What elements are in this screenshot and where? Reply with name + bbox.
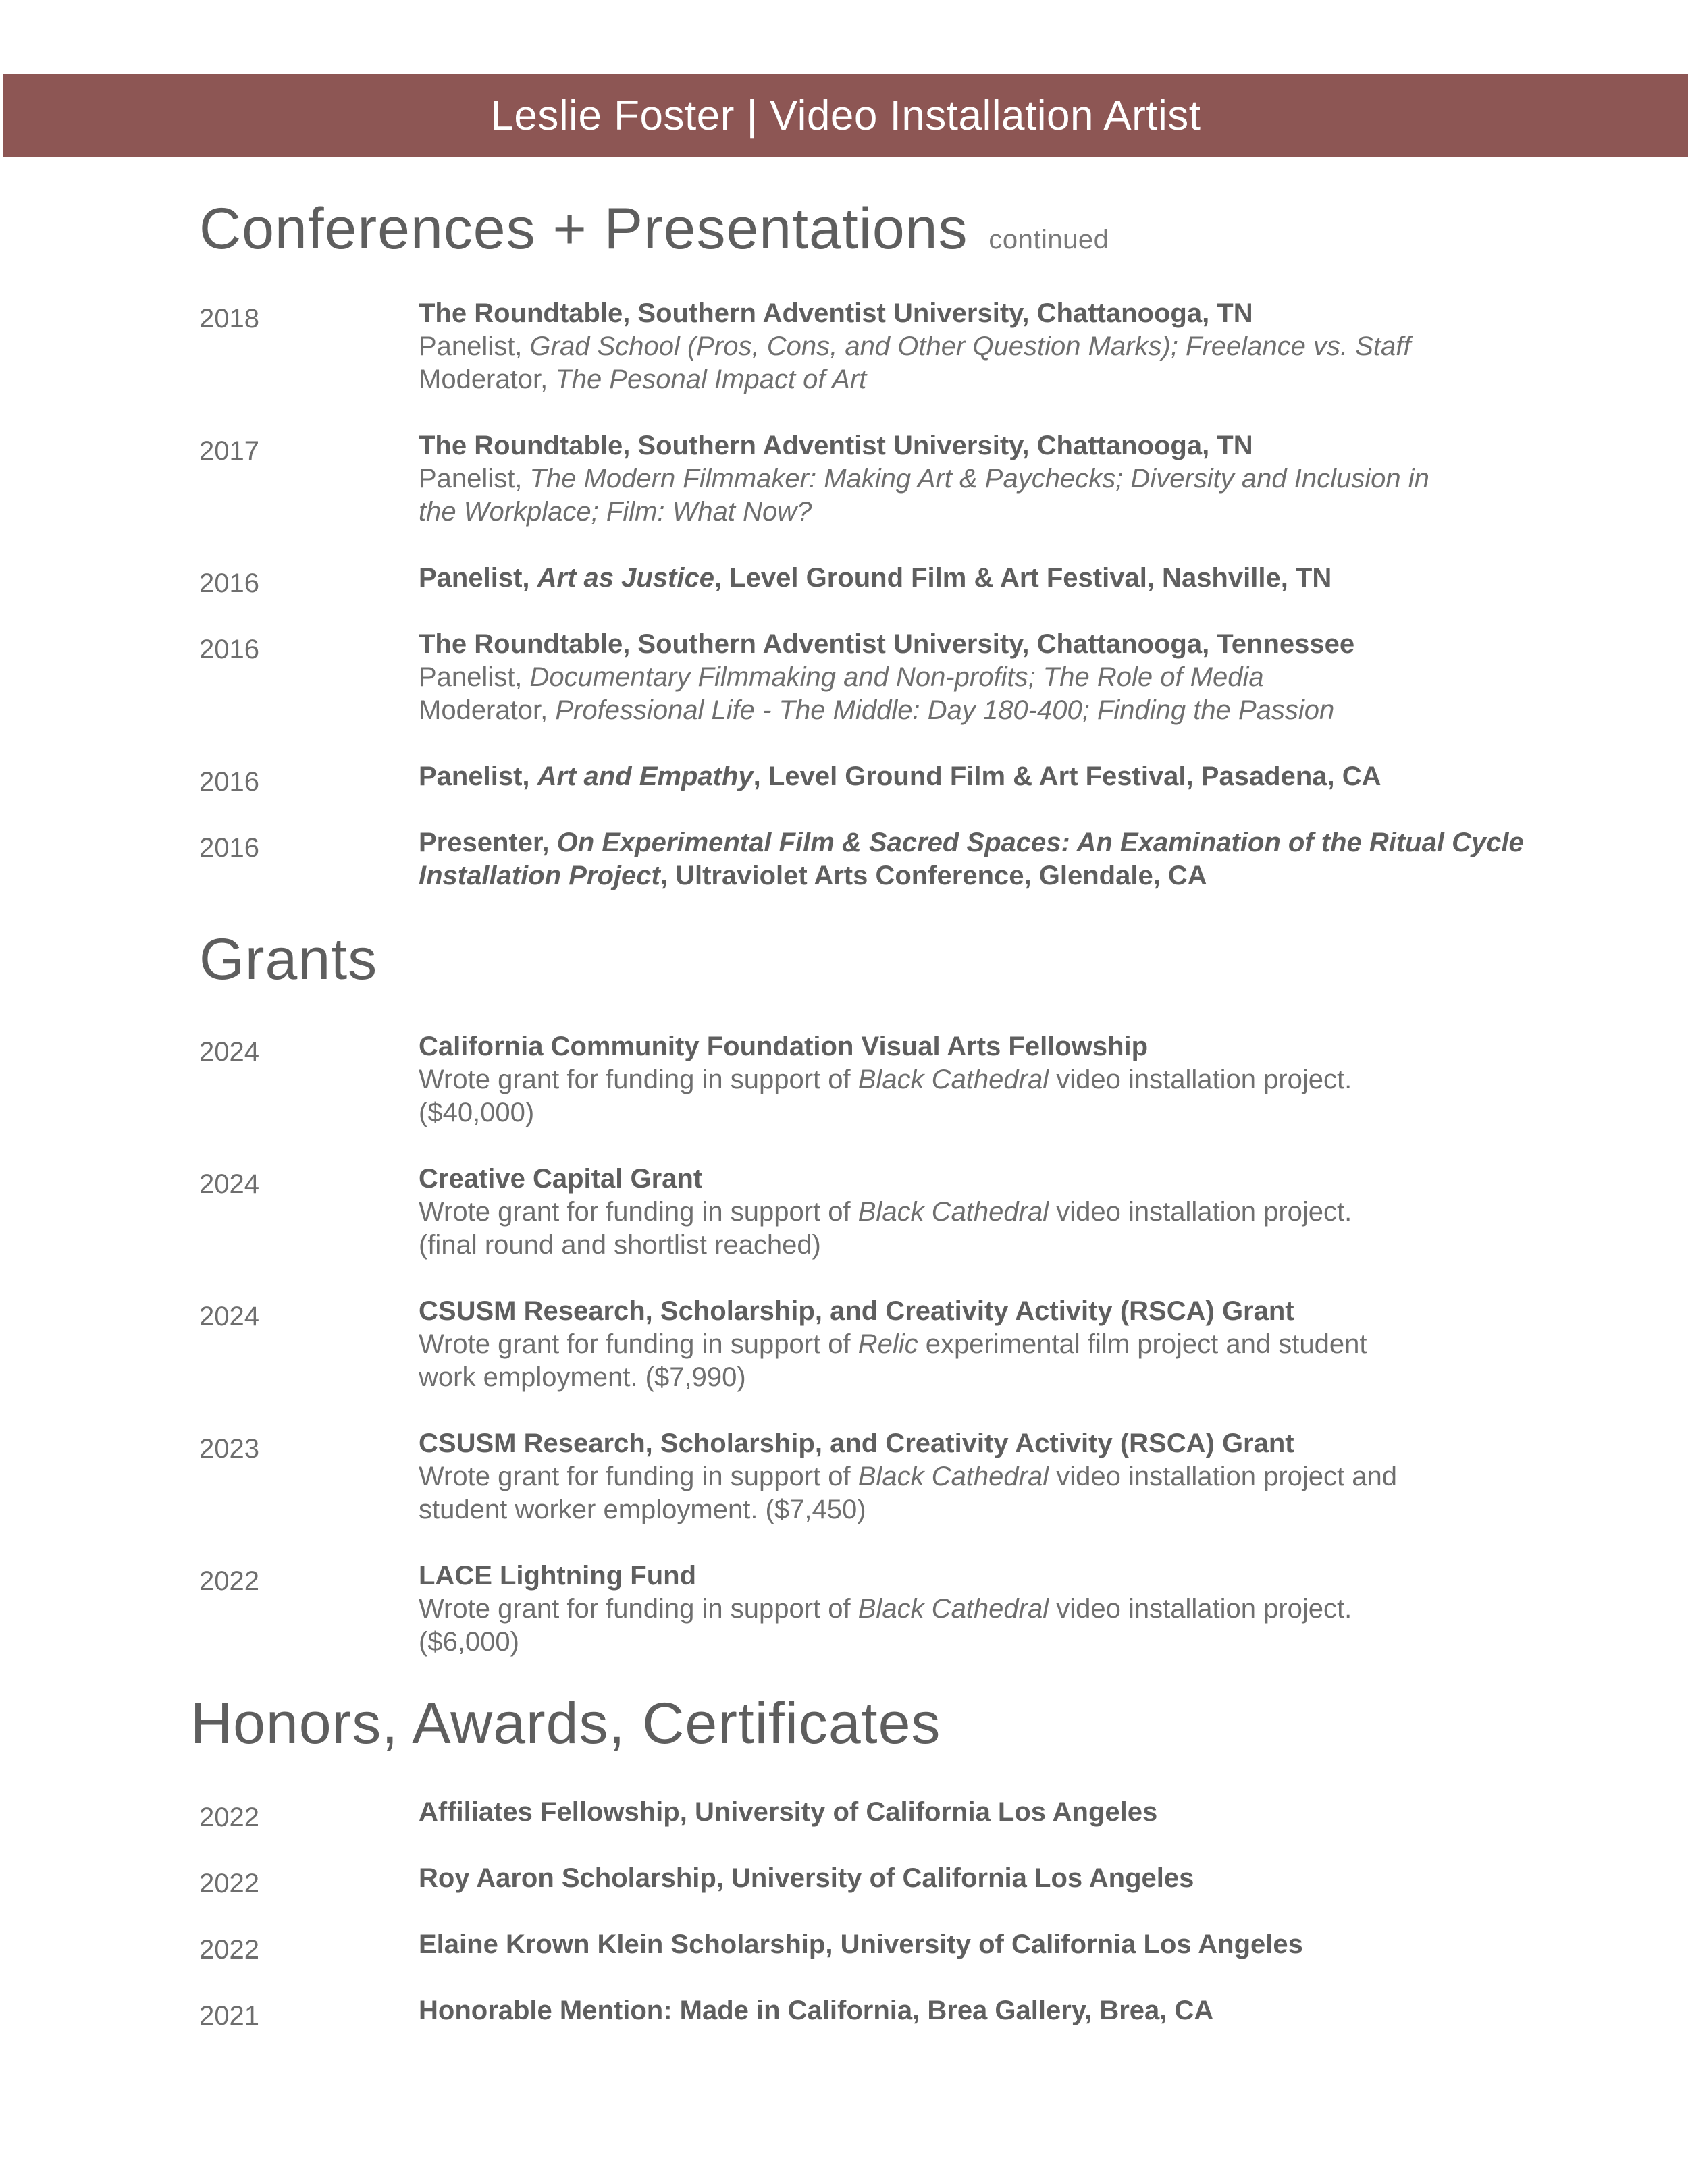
project-title: Black Cathedral: [858, 1462, 1049, 1491]
topic-text: the Workplace; Film: What Now?: [419, 497, 812, 527]
description-text: Wrote grant for funding in support of: [419, 1329, 858, 1359]
entry-title: [419, 562, 1553, 595]
header-banner: [3, 74, 1688, 157]
entry-body: [419, 826, 1553, 893]
entry-detail: [419, 330, 1553, 363]
entry-year: 2023: [199, 1434, 259, 1464]
grant-description: [419, 1460, 1553, 1493]
grant-description: [419, 1593, 1553, 1626]
grant-name: LACE Lightning Fund: [419, 1561, 696, 1591]
grant-name: CSUSM Research, Scholarship, and Creativity Activity (RSCA) Grant: [419, 1296, 1294, 1326]
topic-text: Installation Project: [419, 861, 660, 890]
description-text: Wrote grant for funding in support of: [419, 1197, 858, 1227]
entry-year: 2024: [199, 1169, 259, 1199]
description-text: video installation project and: [1049, 1462, 1398, 1491]
entry-body: [419, 1163, 1553, 1262]
entry-title: The Roundtable, Southern Adventist University, Chattanooga, Tennessee: [419, 629, 1355, 659]
project-title: Black Cathedral: [858, 1065, 1049, 1094]
description-text: Wrote grant for funding in support of: [419, 1462, 858, 1491]
grant-description: [419, 1328, 1553, 1361]
role-label: Panelist,: [419, 464, 530, 494]
entry-body: [419, 562, 1553, 595]
project-title: Relic: [858, 1329, 918, 1359]
project-title: Black Cathedral: [858, 1594, 1049, 1624]
topic-text: Grad School (Pros, Cons, and Other Question Marks); Freelance vs. Staff: [529, 331, 1411, 361]
grant-amount: ($6,000): [419, 1627, 519, 1657]
entry-body: [419, 1862, 1553, 1895]
topic-text: The Pesonal Impact of Art: [555, 365, 867, 394]
entry-body: [419, 1030, 1553, 1129]
honor-name: Roy Aaron Scholarship, University of California Los Angeles: [419, 1863, 1194, 1893]
role-label: Panelist,: [419, 563, 537, 593]
entry-body: [419, 1928, 1553, 1961]
description-text: video installation project.: [1049, 1594, 1352, 1624]
topic-text: Art and Empathy: [537, 762, 754, 791]
entry-year: 2022: [199, 1566, 259, 1596]
entry-detail: [419, 694, 1553, 727]
entry-detail: [419, 462, 1553, 496]
grant-name: California Community Foundation Visual Arts Fellowship: [419, 1032, 1149, 1061]
entry-body: [419, 760, 1553, 793]
entry-body: [419, 1796, 1553, 1829]
description-text: experimental film project and student: [918, 1329, 1367, 1359]
entry-year: 2024: [199, 1037, 259, 1067]
project-title: Black Cathedral: [858, 1197, 1049, 1227]
event-text: , Level Ground Film & Art Festival, Nashville, TN: [714, 563, 1332, 593]
grant-amount: work employment. ($7,990): [419, 1362, 746, 1392]
event-text: , Ultraviolet Arts Conference, Glendale, CA: [660, 861, 1207, 890]
event-text: , Level Ground Film & Art Festival, Pasadena, CA: [753, 762, 1381, 791]
topic-text: On Experimental Film & Sacred Spaces: An Examination of the Ritual Cycle: [556, 828, 1524, 857]
description-text: video installation project.: [1049, 1065, 1352, 1094]
grant-description: [419, 1196, 1553, 1229]
grants-heading: Grants: [199, 927, 378, 992]
topic-text: Professional Life - The Middle: Day 180-400; Finding the Passion: [555, 695, 1335, 725]
role-label: Moderator,: [419, 695, 556, 725]
grant-name: Creative Capital Grant: [419, 1164, 703, 1194]
description-text: Wrote grant for funding in support of: [419, 1594, 858, 1624]
entry-year: 2022: [199, 1935, 259, 1965]
role-label: Panelist,: [419, 762, 537, 791]
entry-year: 2016: [199, 635, 259, 664]
topic-text: Art as Justice: [537, 563, 714, 593]
entry-body: [419, 297, 1553, 396]
entry-body: [419, 1560, 1553, 1659]
continued-label: continued: [988, 225, 1109, 255]
honor-name: Affiliates Fellowship, University of California Los Angeles: [419, 1797, 1158, 1827]
entry-year: 2022: [199, 1869, 259, 1898]
entry-year: 2016: [199, 767, 259, 797]
page-title: Leslie Foster | Video Installation Artist: [490, 92, 1201, 139]
honor-name: Honorable Mention: Made in California, Brea Gallery, Brea, CA: [419, 1996, 1214, 2025]
role-label: Panelist,: [419, 331, 530, 361]
topic-text: The Modern Filmmaker: Making Art & Paychecks; Diversity and Inclusion in: [529, 464, 1429, 494]
entry-title: [419, 760, 1553, 793]
entry-year: 2016: [199, 833, 259, 863]
entry-title: [419, 859, 1553, 893]
grant-description: [419, 1063, 1553, 1096]
entry-body: [419, 1427, 1553, 1526]
conferences-title: Conferences + Presentations: [199, 196, 968, 261]
entry-year: 2016: [199, 568, 259, 598]
entry-body: [419, 429, 1553, 529]
entry-title: The Roundtable, Southern Adventist University, Chattanooga, TN: [419, 431, 1253, 460]
conferences-heading: [199, 196, 1109, 263]
entry-year: 2018: [199, 304, 259, 334]
role-label: Panelist,: [419, 662, 530, 692]
entry-body: [419, 1295, 1553, 1394]
honors-heading: Honors, Awards, Certificates: [190, 1691, 941, 1756]
entry-detail: [419, 363, 1553, 396]
role-label: Presenter,: [419, 828, 557, 857]
entry-body: [419, 628, 1553, 727]
role-label: Moderator,: [419, 365, 556, 394]
grant-amount: ($40,000): [419, 1098, 535, 1127]
honor-name: Elaine Krown Klein Scholarship, University of California Los Angeles: [419, 1929, 1303, 1959]
entry-year: 2024: [199, 1302, 259, 1331]
description-text: Wrote grant for funding in support of: [419, 1065, 858, 1094]
grant-amount: (final round and shortlist reached): [419, 1230, 821, 1260]
entry-year: 2017: [199, 436, 259, 466]
topic-text: Documentary Filmmaking and Non-profits; The Role of Media: [529, 662, 1264, 692]
grant-amount: student worker employment. ($7,450): [419, 1495, 866, 1524]
entry-title: [419, 826, 1553, 859]
entry-body: [419, 1994, 1553, 2027]
description-text: video installation project.: [1049, 1197, 1352, 1227]
entry-year: 2022: [199, 1803, 259, 1832]
grant-name: CSUSM Research, Scholarship, and Creativity Activity (RSCA) Grant: [419, 1429, 1294, 1458]
entry-title: The Roundtable, Southern Adventist University, Chattanooga, TN: [419, 298, 1253, 328]
entry-year: 2021: [199, 2001, 259, 2031]
entry-detail: [419, 661, 1553, 694]
